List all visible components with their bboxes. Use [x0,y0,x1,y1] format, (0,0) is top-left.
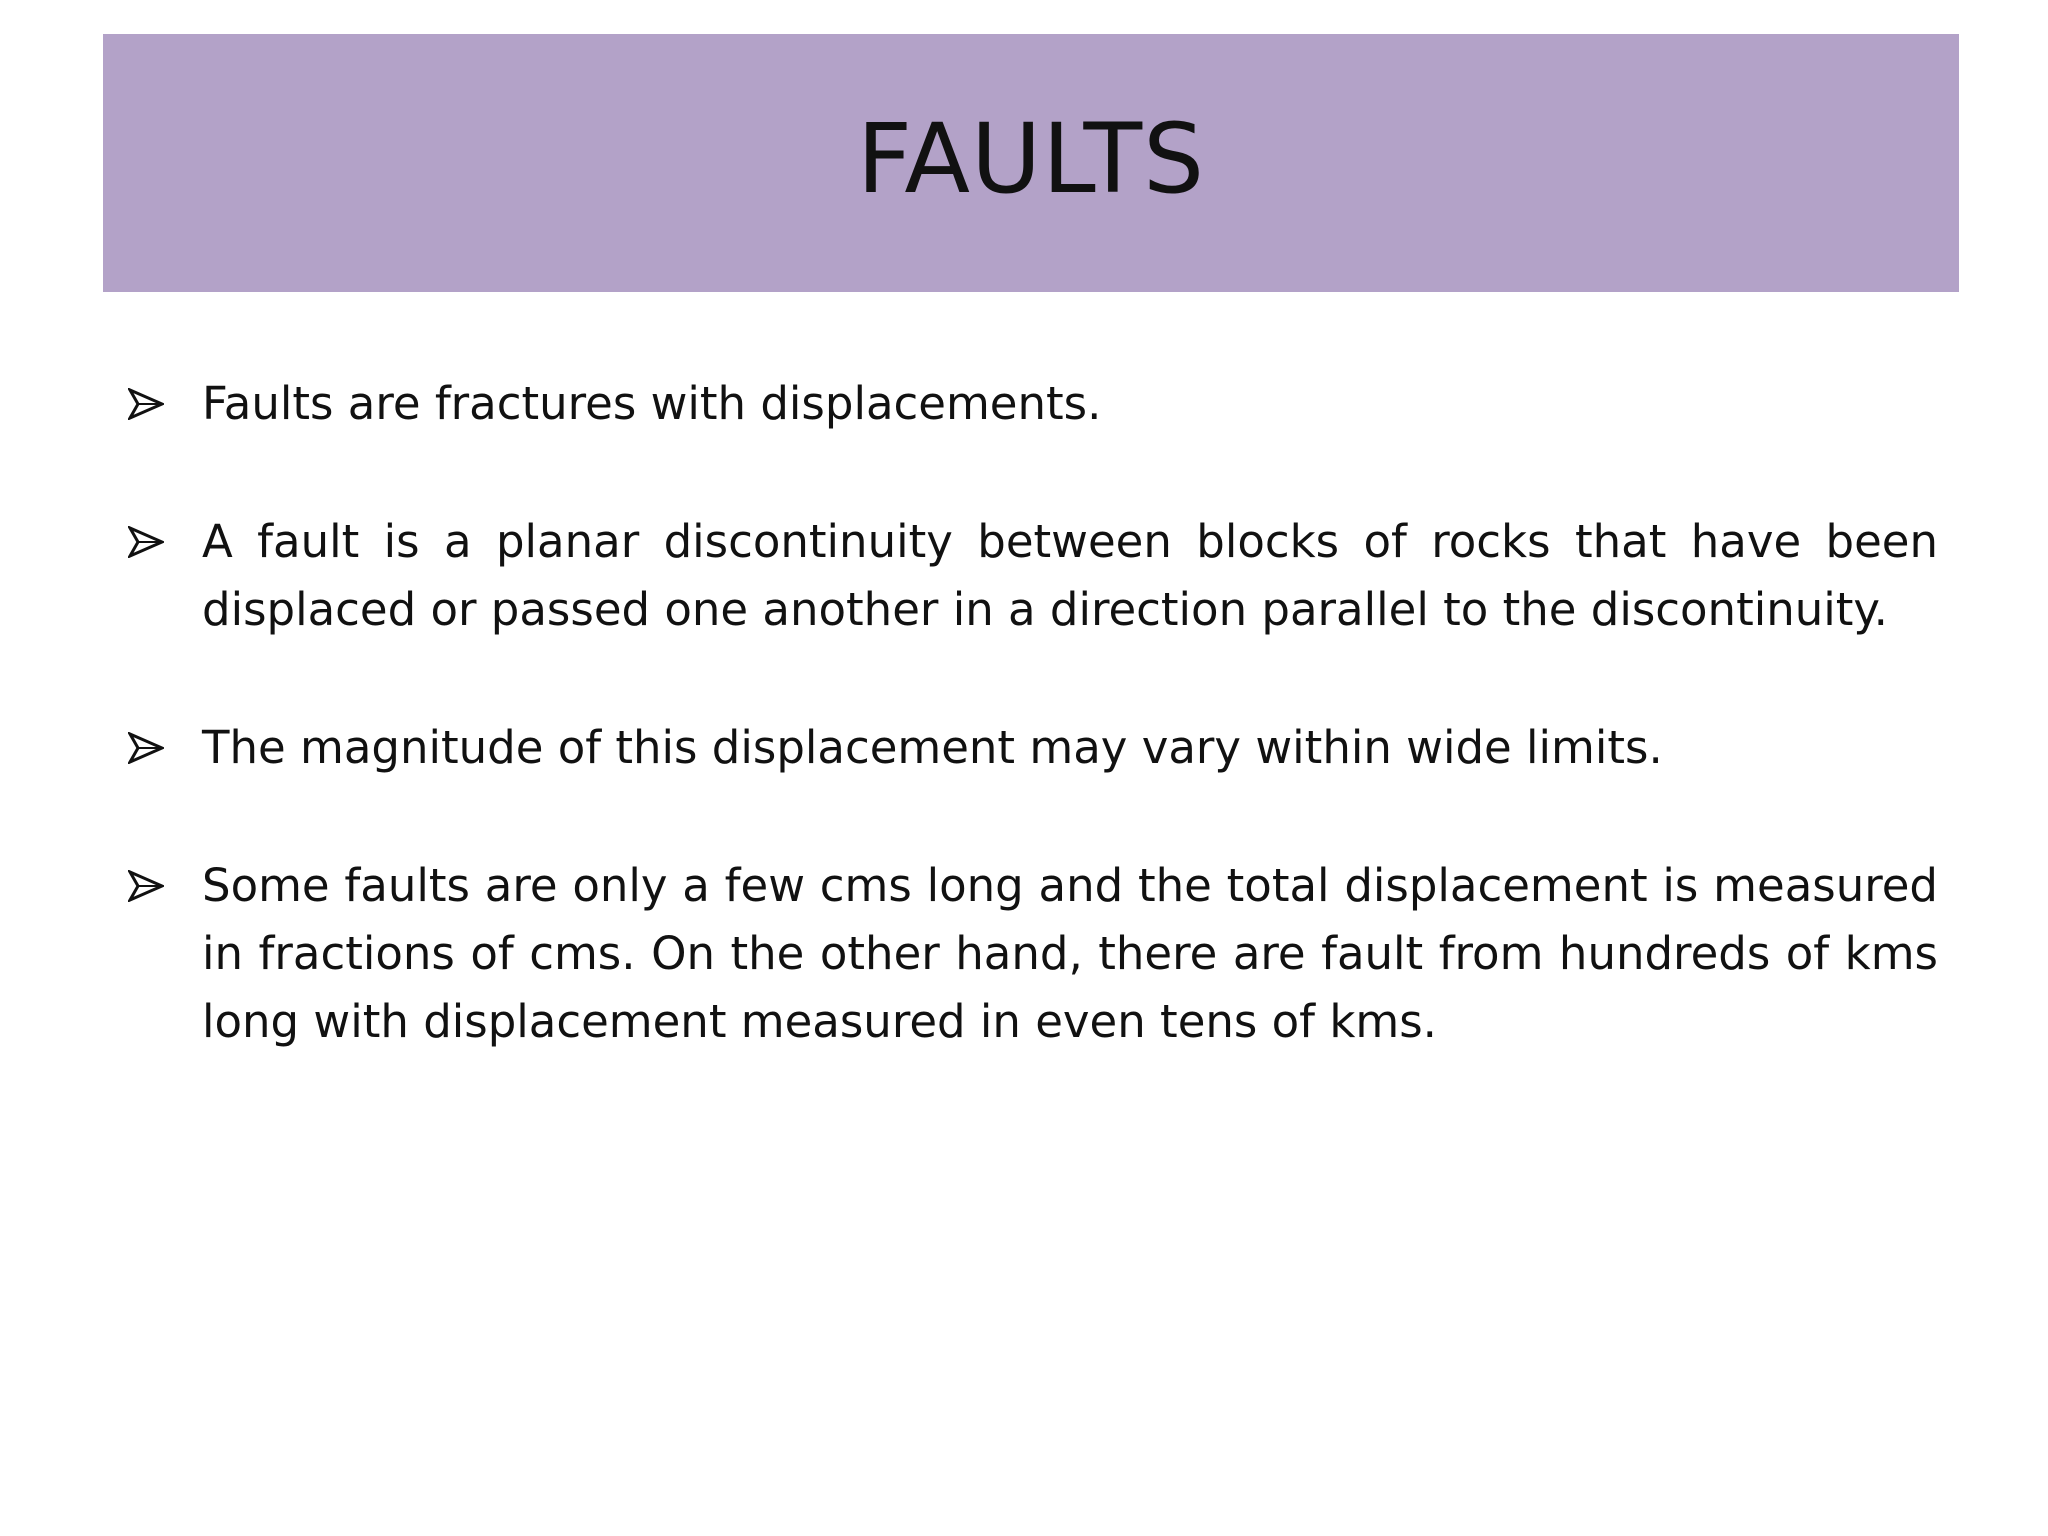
bullet-text: Faults are fractures with displacements. [202,377,1102,430]
arrowhead-bullet-icon [128,370,202,438]
arrowhead-bullet-icon [128,714,202,782]
bullet-text: The magnitude of this displacement may vary within wide limits. [202,721,1663,774]
arrowhead-bullet-icon [128,508,202,576]
bullet-item [128,370,1938,438]
bullet-item [128,714,1938,782]
bullet-list [128,370,1938,1126]
title-bar [103,34,1959,292]
arrowhead-bullet-icon [128,852,202,920]
bullet-item [128,852,1938,1056]
bullet-text: Some faults are only a few cms long and the total displacement is measured in fractions of cms. On the other hand, there are fault from hundreds of kms long with displacement measured in even tens of kms. [202,859,1938,1048]
bullet-item [128,508,1938,644]
slide-title: FAULTS [856,103,1206,215]
bullet-text: A fault is a planar discontinuity between blocks of rocks that have been displaced or passed one another in a direction parallel to the discontinuity. [202,515,1938,636]
